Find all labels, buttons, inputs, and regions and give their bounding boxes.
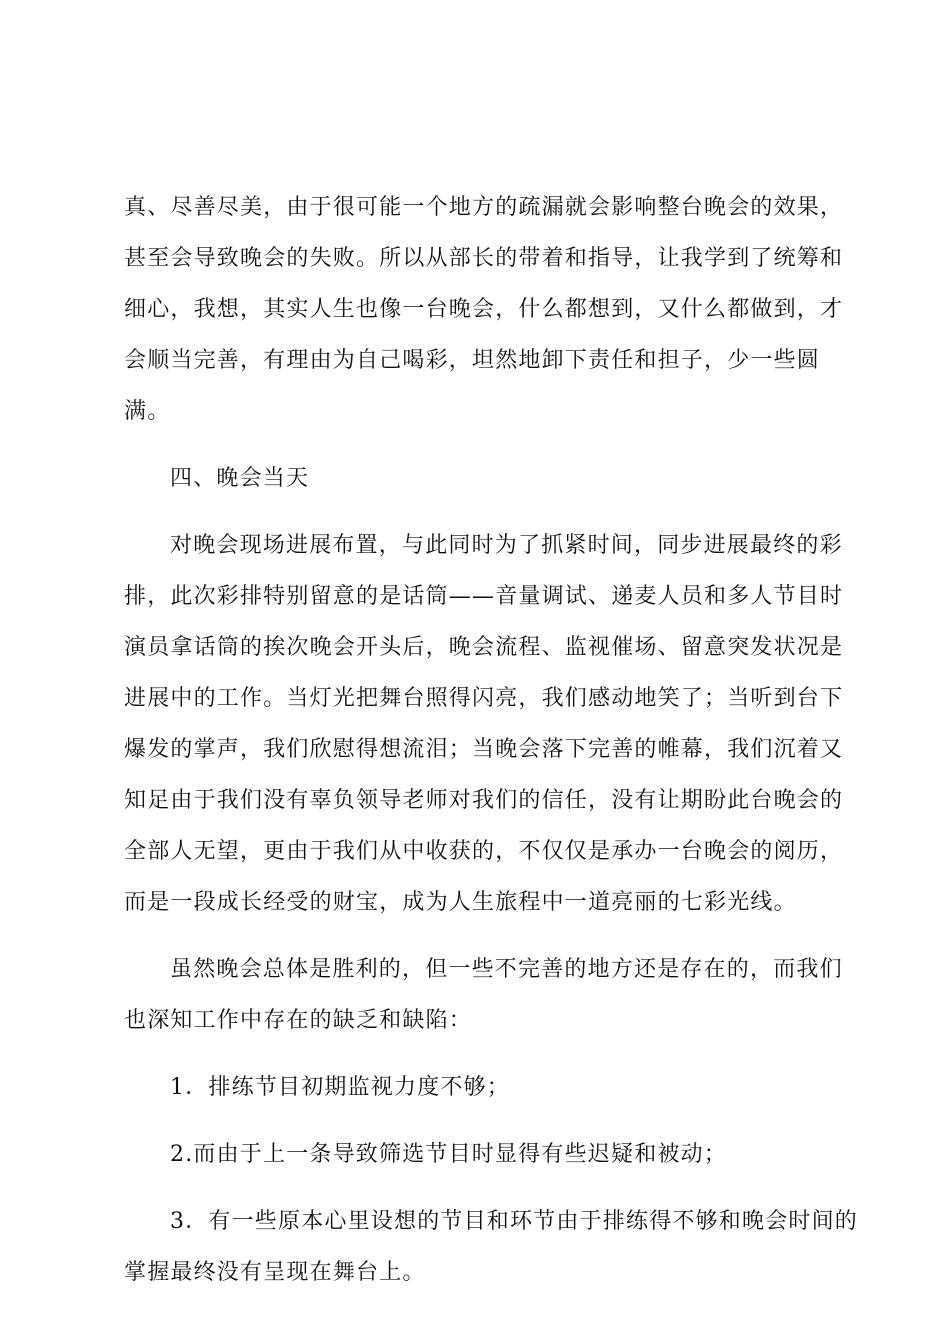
list-item-2	[124, 1129, 834, 1180]
text-line: 演员拿话筒的挨次晚会开头后，晚会流程、监视催场、留意突发状况是	[124, 635, 844, 660]
text-line: 细心，我想，其实人生也像一台晚会，什么都想到，又什么都做到，才	[124, 297, 844, 322]
text-line: 知足由于我们没有辜负领导老师对我们的信任，没有让期盼此台晚会的	[124, 788, 844, 813]
text-line: 满。	[124, 399, 171, 424]
paragraph-shortcomings	[124, 944, 843, 1046]
text-line: 爆发的掌声，我们欣慰得想流泪；当晚会落下完善的帷幕，我们沉着又	[124, 737, 844, 762]
text-line: 进展中的工作。当灯光把舞台照得闪亮，我们感动地笑了；当听到台下	[124, 686, 844, 711]
text-line: 虽然晚会总体是胜利的，但一些不完善的地方还是存在的，而我们	[170, 957, 843, 982]
list-item-text: 掌握最终没有呈现在舞台上。	[124, 1260, 426, 1285]
list-item-text: 1．排练节目初期监视力度不够；	[170, 1075, 510, 1100]
list-item-text: 3．有一些原本心里设想的节目和环节由于排练得不够和晚会时间的	[170, 1209, 858, 1234]
paragraph-intro-continuation	[124, 182, 844, 437]
text-line: 真、尽善尽美，由于很可能一个地方的疏漏就会影响整台晚会的效果，	[124, 195, 844, 220]
text-line: 而是一段成长经受的财宝，成为人生旅程中一道亮丽的七彩光线。	[124, 890, 797, 915]
text-line: 甚至会导致晚会的失败。所以从部长的带着和指导，让我学到了统筹和	[124, 246, 844, 271]
heading-line: 四、晚会当天	[170, 466, 310, 491]
text-line: 对晚会现场进展布置，与此同时为了抓紧时间，同步进展最终的彩	[170, 533, 843, 558]
text-line: 全部人无望，更由于我们从中收获的，不仅仅是承办一台晚会的阅历，	[124, 839, 844, 864]
section-heading	[124, 453, 834, 504]
list-item-3	[124, 1196, 858, 1298]
document-body	[124, 182, 858, 1298]
paragraph-event-day	[124, 520, 844, 928]
text-line: 会顺当完善，有理由为自己喝彩，坦然地卸下责任和担子，少一些圆	[124, 348, 821, 373]
list-item-text: 2.而由于上一条导致筛选节目时显得有些迟疑和被动；	[170, 1142, 727, 1167]
text-line: 也深知工作中存在的缺乏和缺陷：	[124, 1008, 473, 1033]
list-item-1	[124, 1062, 834, 1113]
text-line: 排，此次彩排特别留意的是话筒——音量调试、递麦人员和多人节目时	[124, 584, 844, 609]
